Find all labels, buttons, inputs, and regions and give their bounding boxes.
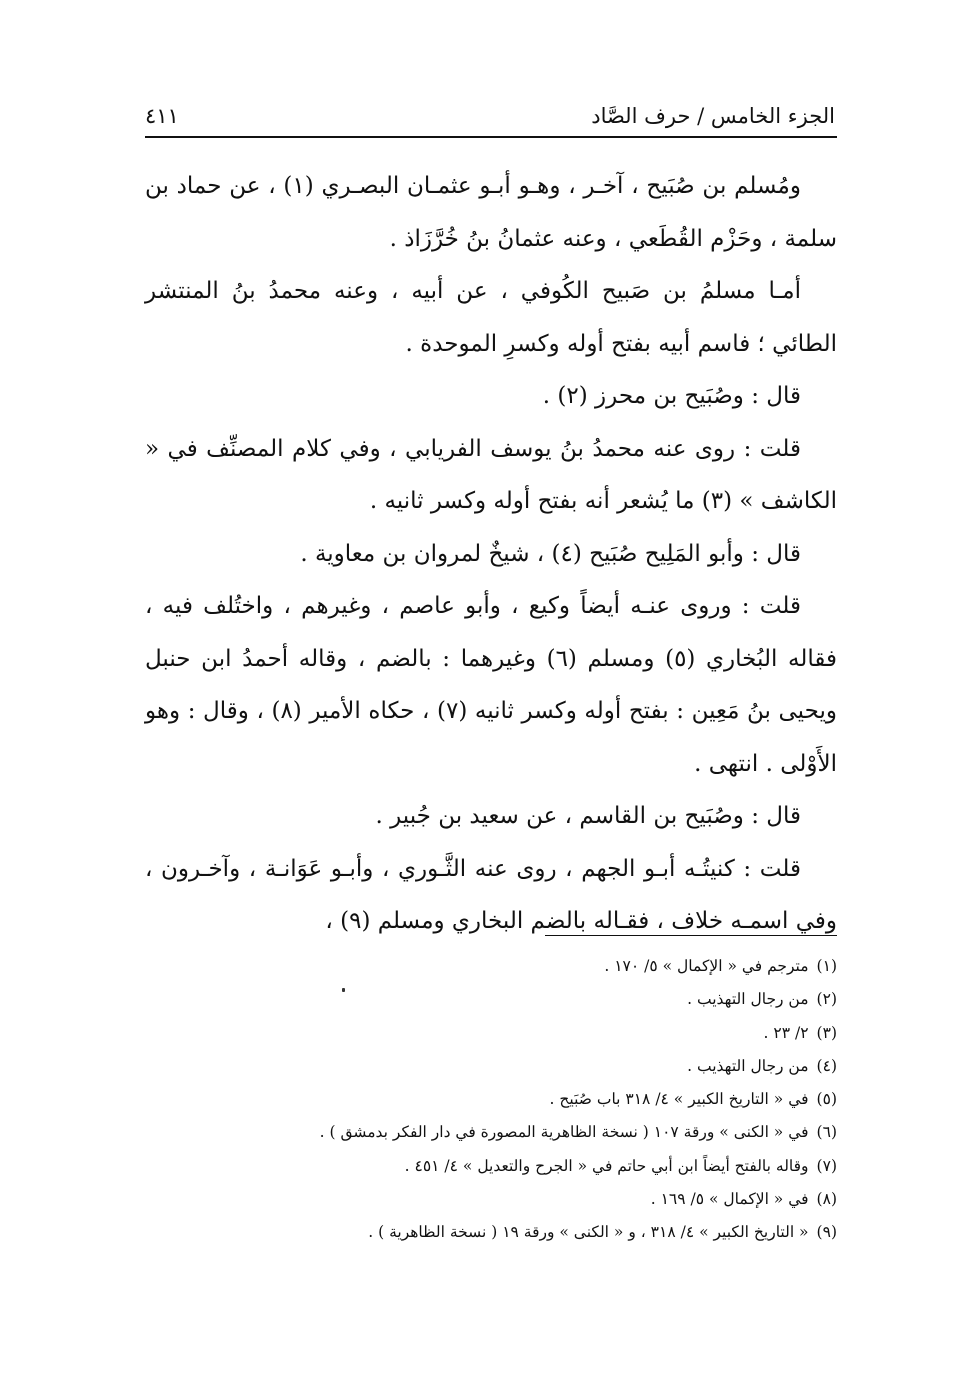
footnote-text: في « الكنى » ورقة ١٠٧ ( نسخة الظاهرية المصورة في دار الفكر بدمشق ) . [319, 1123, 809, 1142]
footnote-text: في « الإكمال » ٥/ ١٦٩ . [650, 1190, 809, 1209]
footnote-text: ٢/ ٢٣ . [763, 1023, 809, 1042]
footnote-text: من رجال التهذيب . [687, 990, 809, 1009]
paragraph: قال : وصُبَيح بن محرز (٢) . [542, 383, 801, 409]
main-text [145, 160, 837, 948]
footnote-number: (٤) [816, 1056, 837, 1075]
paragraph: ومُسلم بن صُبَيح ، آخـر ، وهـو أبـو عثمـان البصـري (١) ، عن حماد بن سلمة ، وحَزْم القُطَعي ، وعنه عثمانُ بنُ خُرَّزَاذ . [145, 173, 837, 252]
footnote [145, 1216, 837, 1249]
footnote-number: (٩) [816, 1223, 837, 1242]
footnote-number: (١) [816, 957, 837, 975]
paragraph: قلت : كنيتُـه أبـو الجهم ، روى عنه الثَّـوري ، وأبـو عَوَانـة ، وآخـرون ، وفي اسمـه خلاف ، فقـاله بالضم البخاري ومسلم (٩) ، [145, 855, 837, 934]
footnote-number: (٣) [816, 1023, 837, 1042]
footnote-number: (٥) [816, 1090, 837, 1109]
footnote [145, 950, 837, 983]
footnote [145, 983, 837, 1016]
paragraph: قال : وأبو المَلِيح صُبَيح (٤) ، شيخٌ لمروان بن معاوية . [300, 540, 801, 567]
header-divider [145, 136, 837, 138]
footnote-text: « التاريخ الكبير » ٤/ ٣١٨ ، و « الكنى » ورقة ١٩ ( نسخة الظاهرية ) . [368, 1223, 809, 1242]
footnote [145, 1017, 837, 1050]
footnote-number: (٢) [816, 990, 837, 1009]
running-title: الجزء الخامس / حرف الصَّاد [591, 104, 835, 128]
page-number: ٤١١ [145, 104, 179, 128]
paragraph: أمـا مسلمُ بن صَبيح الكُوفي ، عن أبيه ، وعنه محمدُ بنُ المنتشر الطائي ؛ فاسم أبيه بفتح أوله وكسرِ الموحدة . [145, 278, 837, 357]
footnotes [145, 950, 837, 1250]
paragraph: قلت : وروى عنـه أيضاً وكيع ، وأبو عاصم ، وغيرهم ، واختُلف فيه ، فقاله البُخاري (٥) ومسلم (٦) وغيرهما : بالضم ، وقاله أحمدُ ابن حنبل ويحيى بنُ مَعِين : بفتح أوله وكسر ثانيه (٧) ، حكاه الأمير (٨) ، وقال : وهو الأَوْلى . انتهى . [145, 593, 837, 777]
footnote-number: (٨) [816, 1190, 837, 1209]
footnote [145, 1183, 837, 1216]
footnote [145, 1150, 837, 1183]
paragraph: قلت : روى عنه محمدُ بنُ يوسف الفريابي ، وفي كلام المصنِّف في « الكاشف » (٣) ما يُشعر أنه بفتح أوله وكسر ثانيه . [145, 435, 837, 514]
page-header [145, 88, 835, 128]
footnote-number: (٦) [816, 1123, 837, 1142]
footnote-number: (٧) [816, 1156, 837, 1175]
footnote-text: وقاله بالفتح أيضاً ابن أبي حاتم في « الجرح والتعديل » ٤/ ٤٥١ . [404, 1156, 809, 1175]
footnote-text: من رجال التهذيب . [687, 1056, 809, 1075]
footnote [145, 1083, 837, 1116]
footnote-text: في « التاريخ الكبير » ٤/ ٣١٨ باب صُبَيح . [549, 1090, 809, 1109]
footnote-text: مترجم في « الإكمال » ٥/ ١٧٠ . [604, 957, 809, 975]
footnote-divider [545, 935, 837, 936]
paragraph: قال : وصُبَيح بن القاسم ، عن سعيد بن جُبير . [375, 803, 801, 829]
footnote [145, 1116, 837, 1149]
footnote [145, 1050, 837, 1083]
